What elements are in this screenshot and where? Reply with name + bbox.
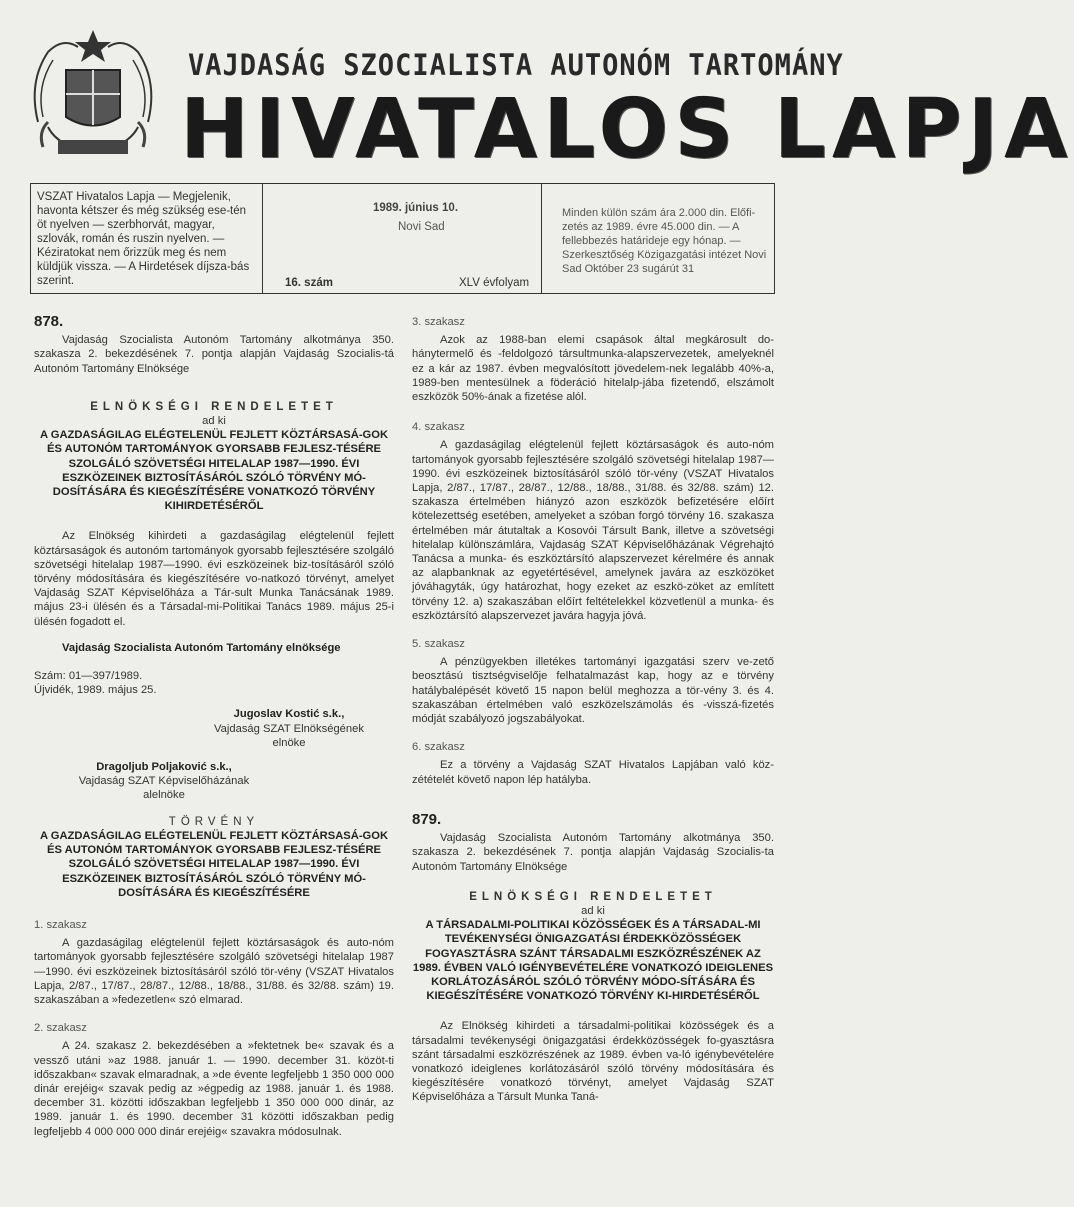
signature-1-role: Vajdaság SZAT Elnökségének [214,722,364,735]
decree-heading-878: ELNÖKSÉGI RENDELETET [90,400,338,413]
masthead-title: HIVATALOS LAPJA [180,82,1074,177]
masthead-subtitle: VAJDASÁG SZOCIALISTA AUTONÓM TARTOMÁNY [188,48,844,83]
signature-2-role2: alelnöke [143,789,185,802]
intro-878: Vajdaság Szocialista Autonóm Tartomány alkotmánya 350. szakasza 2. bekezdésének 7. pontja alapján Vajdaság Szocialis-tá Autonóm Tartomány Elnöksége [34,334,394,375]
section-6-body: Ez a törvény a Vajdaság SZAT Hivatalos Lapjában való köz-zétételét követő napon lép hatályba. [412,759,774,786]
right-column [412,315,774,1105]
presidency-878: Vajdaság Szocialista Autonóm Tartomány elnöksége [62,641,341,654]
issue-place: Novi Sad [398,221,445,233]
section-5-body: A pénzügyekben illetékes tartományi igazgatási szerv ve-zető beosztású tisztségviselője felhatalmazást kap, hogy az e törvény hatálybalépését követő 15 napon belül meghozza a tör-vény 3. és 4. szakaszában értelmében való eszközelszámolás és -visszá-fizetés módját szabályozó jogszabályokat. [412,656,774,726]
decree-heading-879: ELNÖKSÉGI RENDELETET [469,890,717,903]
section-3-heading: 3. szakasz [412,316,465,328]
section-3-body: Azok az 1988-ban elemi csapások által megkárosult do-hánytermelő és -feldolgozó társultmunka-alapszervezetek, amelyeknél ez a kár az 1987. évben megvalósított jövedelem-nek legalább 40%-a, 1989-ben mentesülnek a föderáció hitelalp-jába fizetendő, elszámolt eszközök 50%-ának a fizetése alól. [412,334,774,404]
section-2-heading: 2. szakasz [34,1022,87,1035]
signature-1-name: Jugoslav Kostić s.k., [233,708,345,721]
signature-2 [34,760,294,803]
issue-date: 1989. június 10. [373,202,459,214]
issue-info [263,184,541,293]
section-6-heading: 6. szakasz [412,741,465,754]
section-1-heading: 1. szakasz [34,918,87,931]
section-2-body: A 24. szakasz 2. bekezdésében a »fektetnek be« szavak és a vessző utáni »az 1988. január 1. — 1990. december 31. közöt-ti időszakban« szavak elmaradnak, a »de évente legfeljebb 1 350 000 000 dinár erejéig« szavak pedig az »égpedig az 1988. január 1. és 1988. december 31. közötti időszakban legfeljebb 1 350 000 000 dinár, az 1989. január 1. és 1990. december 31 közötti időszakban pedig legfeljebb 4 000 000 000 dinár erejéig« szavakra módosulnak. [34,1040,394,1138]
law-heading: TÖRVÉNY [168,815,260,828]
signature-1-role2: elnöke [272,736,306,749]
issue-number: 16. szám [285,277,333,289]
section-4-heading: 4. szakasz [412,421,465,434]
item-number-878: 878. [34,313,64,330]
signature-1 [184,707,394,750]
left-column [34,315,394,1139]
decree-title-878: A GAZDASÁGILAG ELÉGTELENÜL FEJLETT KÖZTÁRSASÁ-GOK ÉS AUTONÓM TARTOMÁNYOK GYORSABB FEJLESZ-TÉSÉRE SZOLGÁLÓ SZÖVETSÉGI HITELALAP 1987—1990. ÉVI ESZKÖZEINEK BIZTOSÍTÁSÁRÓL SZÓLÓ TÖRVÉNY MÓ-DOSÍTÁSÁRA ÉS KIEGÉSZÍTÉSÉRE VONATKOZÓ TÖRVÉNY KIHIRDETÉSÉRŐL [39,429,389,513]
signature-2-name: Dragoljub Poljaković s.k., [96,761,232,774]
price-info: Minden külön szám ára 2.000 din. Előfi-zetés az 1989. évre 45.000 din. — A fellebbezés határideje egy hónap. — Szerkesztőség Közigazgatási intézet Novi Sad Október 23 sugárút 31 [541,184,776,293]
place-date: Újvidék, 1989. május 25. [34,684,157,697]
document-number: Szám: 01—397/1989. [34,670,143,683]
law-title: A GAZDASÁGILAG ELÉGTELENÜL FEJLETT KÖZTÁRSASÁ-GOK ÉS AUTONÓM TARTOMÁNYOK GYORSABB FEJLESZ-TÉSÉRE SZOLGÁLÓ SZÖVETSÉGI HITELALAP 1987—1990. ÉVI ESZKÖZEINEK BIZTOSÍTÁSÁRÓL SZÓLÓ TÖRVÉNY MÓ-DOSÍTÁSÁRA ÉS KIEGÉSZÍTÉSÉRE [39,829,389,899]
issue-volume: XLV évfolyam [459,277,530,289]
decree-title-879: A TÁRSADALMI-POLITIKAI KÖZÖSSÉGEK ÉS A TÁRSADAL-MI TEVÉKENYSÉGI ÖNIGAZGATÁSI ÉRDEKKÖZÖSSÉGEK FOGYASZTÁSRA SZÁNT TÁRSADALMI ESZKÖZRÉSZÉNEK AZ 1989. ÉVBEN VALÓ IGÉNYBEVÉTELÉRE VONATKOZÓ IDEIGLENES KORLÁTOZÁSÁRÓL SZÓLÓ TÖRVÉNY MÓDO-SÍTÁSÁRA ÉS KIEGÉSZÍTÉSÉRE VONATKOZÓ TÖRVÉNY KI-HIRDETÉSÉRŐL [412,919,774,1003]
section-5-heading: 5. szakasz [412,638,465,651]
info-box [30,183,775,294]
ad-ki-878: ad ki [202,415,226,428]
signature-2-role: Vajdaság SZAT Képviselőházának [78,775,250,788]
section-4-body: A gazdaságilag elégtelenül fejlett köztársaságok és auto-nóm tartományok gyorsabb fejlesztésére szolgáló szövetségi hitelalap 1987—1990. évi eszközeinek biztosításáról szóló tör-vény (VSZAT Hivatalos Lapja, 2/87., 17/87., 28/87., 12/88., 18/88., 31/88. és 32/88. szám) 12. szakasza értelmében hiányzó azon eszközök befizetésére előírt kötelezettség esetében, amelyeket a szóban forgó törvény 16. szakasza értelmében már átutaltak a Kosovói Társult Bank, illetve a szövetségi hitelalap különszámlára, Vajdaság SZAT Képviselőházának Végrehajtó Tanácsa a munka- és eszköztársító alapszervezet kérelmére és annak az alapbanknak az egyetértésével, amelynek javára az eszközöket jóváhagyták, úgy határozhat, hogy ezeket az eszkö-zöket az említett törvény 12. a) szakaszában előírt feltételekkel közvetlenül a munka- és eszköztársító alapszervezet javára hagyja jóvá. [412,439,774,622]
publication-info: VSZAT Hivatalos Lapja — Megjelenik, havonta kétszer és még szükség ese-tén öt nyelven — szerbhorvát, magyar, szlovák, román és ruszin nyelven. — Kéziratokat nem őrizzük meg és nem küldjük vissza. — A Hirdetések díjsza-bás szerint. [31,184,263,293]
decree-body-878: Az Elnökség kihirdeti a gazdaságilag elégtelenül fejlett köztársaságok és autonóm tartományok gyorsabb fejlesztésére szolgáló szövetségi hitelalap 1987—1990. évi eszközeinek biz-tosításáról szóló törvény módosítására és kiegészítésére vo-natkozó törvényt, amelyet Vajdaság SZAT Képviselőháza a Tár-sult Munka Tanácsának 1989. május 23-i ülésén és a Társadal-mi-Politikai Tanács 1989. május 25-i ülésén fogadott el. [34,530,394,628]
coat-of-arms-emblem [18,22,168,172]
item-number-879: 879. [412,810,442,828]
intro-879: Vajdaság Szocialista Autonóm Tartomány alkotmánya 350. szakasza 2. bekezdésének 7. pontja alapján Vajdaság Szocialis-ta Autonóm Tartomány Elnöksége [412,832,774,873]
ad-ki-879: ad ki [581,904,605,917]
section-1-body: A gazdaságilag elégtelenül fejlett köztársaságok és auto-nóm tartományok gyorsabb fejlesztésére szolgáló szövetségi hitelalap 1987—1990. évi eszközeinek biztosításáról szóló tör-vény (VSZAT Hivatalos Lapja, 2/87., 17/87., 28/87., 12/88., 18/88., 31/88. és 32/88. szám) 19. szakaszában a »fedezetlen« szó elmarad. [34,937,394,1006]
decree-body-879: Az Elnökség kihirdeti a társadalmi-politikai közösségek és a társadalmi tevékenységi önigazgatási érdekközösségek fo-gyasztásra szánt társadalmi eszközrészének az 1989. évben va-ló igénybevételére vonatkozó ideiglenes korlátozásáról szóló törvény módosítására és kiegészítésére vonatkozó törvényt, amelyet Vajdaság SZAT Képviselőháza a Társult Munka Taná- [412,1020,774,1104]
